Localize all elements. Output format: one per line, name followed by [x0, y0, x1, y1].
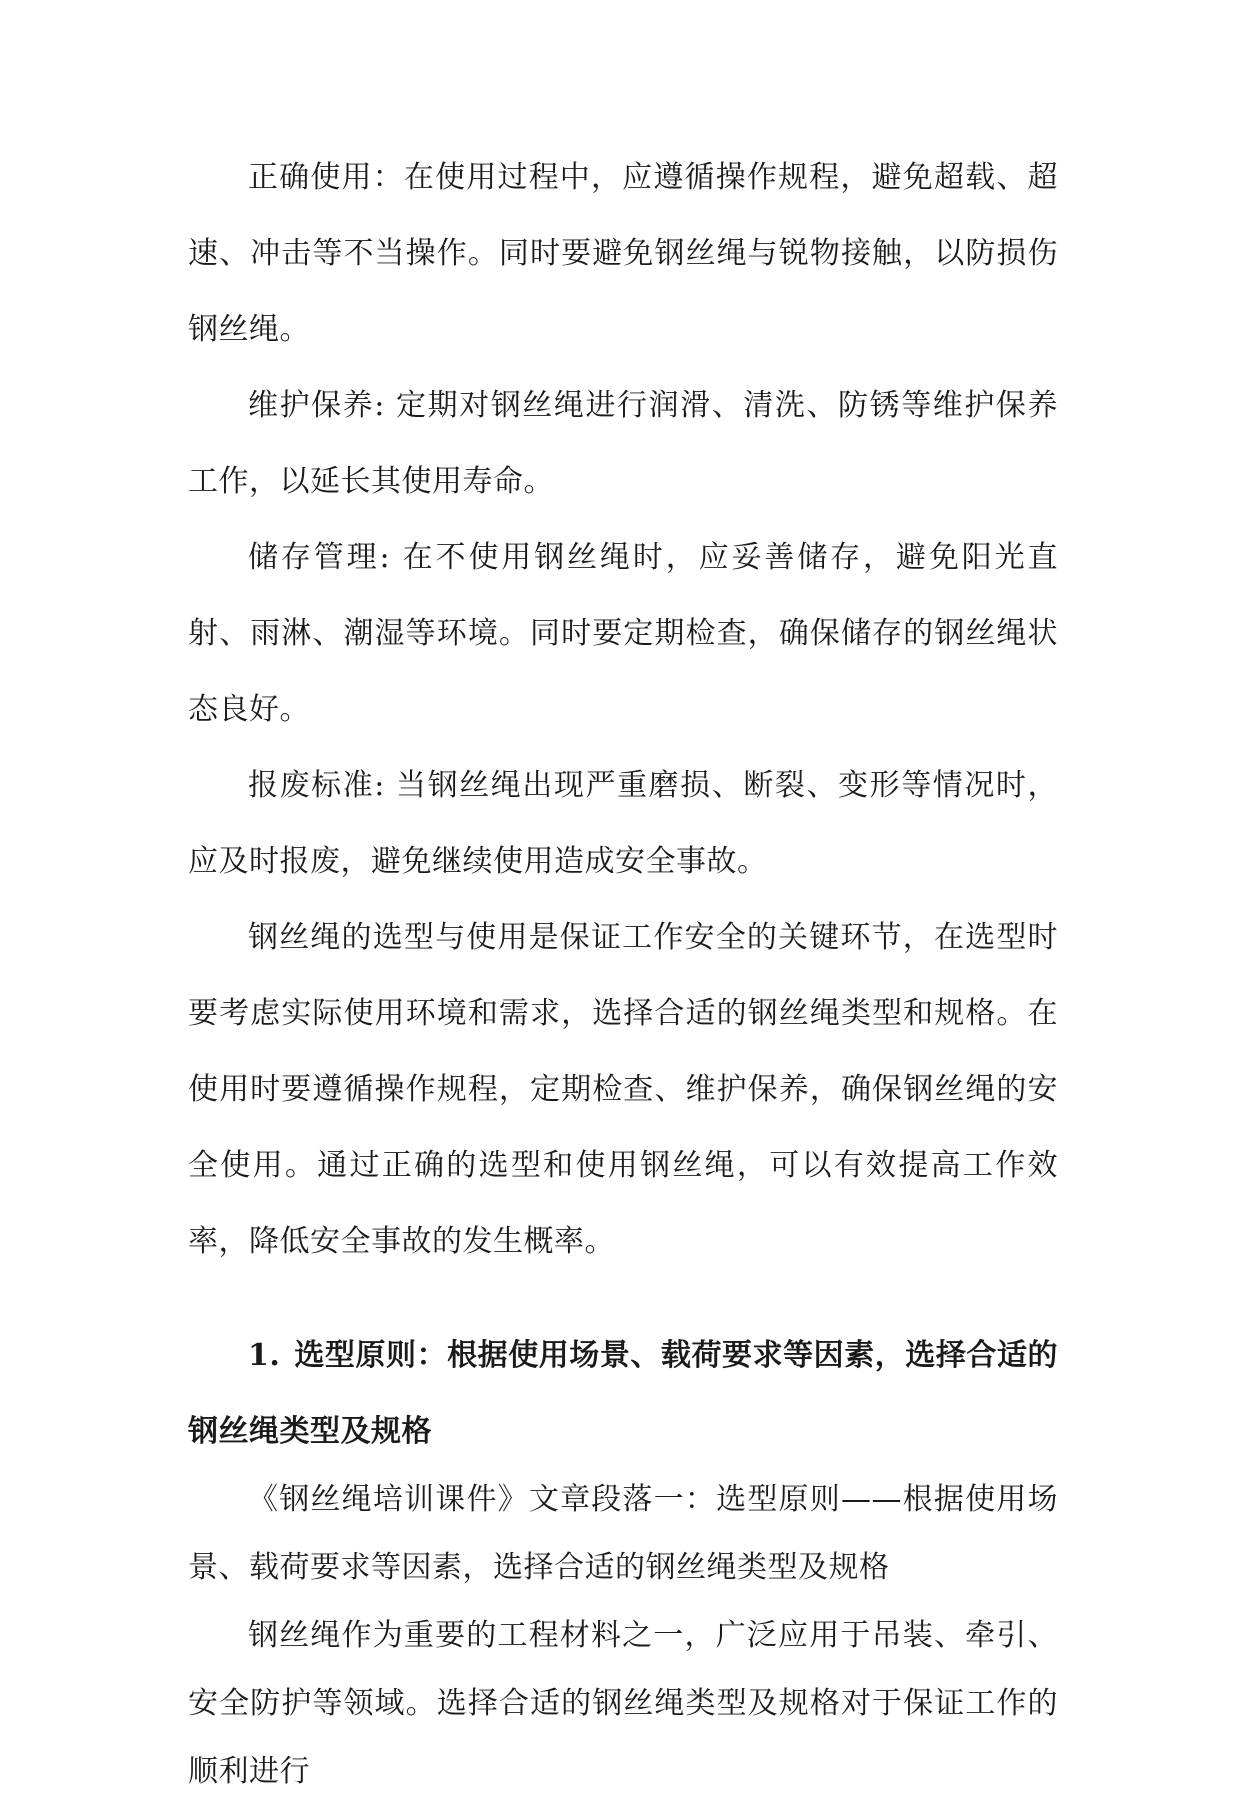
- section-heading-text: 选型原则：根据使用场景、载荷要求等因素，选择合适的钢丝绳类型及规格: [188, 1338, 1058, 1449]
- paragraph-section-body: 钢丝绳作为重要的工程材料之一，广泛应用于吊装、牵引、安全防护等领域。选择合适的钢丝绳类型及规格对于保证工作的顺利进行: [188, 1618, 1058, 1789]
- paragraph-section-intro: 《钢丝绳培训课件》文章段落一：选型原则——根据使用场景、载荷要求等因素，选择合适的钢丝绳类型及规格: [188, 1482, 1058, 1585]
- paragraph-maintenance: 维护保养: 定期对钢丝绳进行润滑、清洗、防锈等维护保养工作，以延长其使用寿命。: [188, 388, 1058, 499]
- section-heading-number: 1.: [248, 1338, 281, 1373]
- section-heading: [188, 1318, 1058, 1470]
- document-page: [188, 140, 1058, 1806]
- paragraph-scrap-standard: 报废标准: 当钢丝绳出现严重磨损、断裂、变形等情况时，应及时报废，避免继续使用造成安全事故。: [188, 768, 1058, 879]
- paragraph-correct-use: 正确使用：在使用过程中，应遵循操作规程，避免超载、超速、冲击等不当操作。同时要避免钢丝绳与锐物接触，以防损伤钢丝绳。: [188, 160, 1058, 347]
- paragraph-summary: 钢丝绳的选型与使用是保证工作安全的关键环节，在选型时要考虑实际使用环境和需求，选择合适的钢丝绳类型和规格。在使用时要遵循操作规程，定期检查、维护保养，确保钢丝绳的安全使用。通过正确的选型和使用钢丝绳，可以有效提高工作效率，降低安全事故的发生概率。: [188, 920, 1058, 1259]
- paragraph-storage: 储存管理: 在不使用钢丝绳时，应妥善储存，避免阳光直射、雨淋、潮湿等环境。同时要定期检查，确保储存的钢丝绳状态良好。: [188, 540, 1058, 727]
